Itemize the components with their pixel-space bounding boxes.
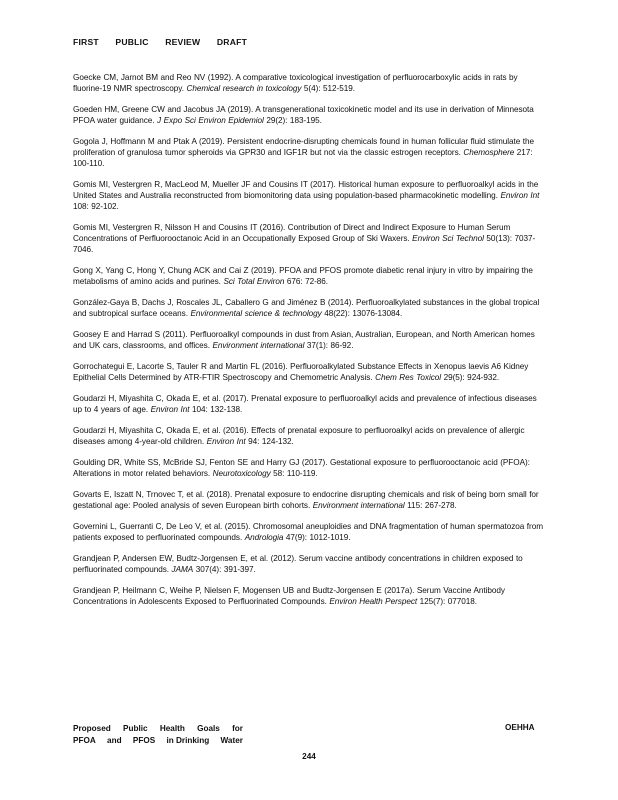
reference-entry [73,72,543,94]
journal-name: Environ Int [500,191,540,200]
footer-document-title [73,723,273,747]
journal-name: Chem Res Toxicol [375,373,442,382]
journal-name: Environment international [212,341,305,350]
citation-volume: 108: 92-102. [73,202,119,211]
journal-name: Environmental science & technology [190,309,322,318]
reference-entry [73,585,543,607]
footer-word: Proposed [73,724,111,733]
citation-volume: 676: 72-86. [284,277,329,286]
reference-text: Gomis MI, Vestergren R, Nilsson H and Cousins IT (2016). Contribution of Direct and Indirect Exposure to Human Serum Concentrations of Perfluorooctanoic Acid in an Occupationally Exposed Group of Ski Waxers. [73,223,511,243]
reference-text: Goudarzi H, Miyashita C, Okada E, et al. (2016). Effects of prenatal exposure to perfluoroalkyl acids on prevalence of allergic diseases among 4-year-old children. [73,426,525,446]
reference-entry [73,179,543,212]
journal-name: Andrologia [244,533,284,542]
reference-text: Grandjean P, Heilmann C, Weihe P, Nielsen F, Mogensen UB and Budtz-Jorgensen E (2017a). Serum Vaccine Antibody Concentrations in Adolescents Exposed to Perfluorinated Compounds. [73,586,505,606]
footer-word: Water [220,736,243,745]
reference-entry [73,553,543,575]
reference-entry [73,457,543,479]
reference-text: Gorrochategui E, Lacorte S, Tauler R and Martin FL (2016). Perfluoroalkylated Substance Effects in Xenopus laevis A6 Kidney Epithelial Cells Determined by ATR-FTIR Spectroscopy and Chemometric Analysis. [73,362,529,382]
journal-name: Sci Total Environ [223,277,285,286]
journal-name: Environment international [312,501,405,510]
footer-word: Public [123,724,148,733]
header-word: REVIEW [165,37,201,47]
footer-word: PFOS [132,736,156,745]
citation-volume: 125(7): 077018. [417,597,477,606]
citation-volume: 104: 132-138. [189,405,243,414]
journal-name: Environ Int [206,437,246,446]
footer-word: Goals [197,724,220,733]
journal-name: Environ Health Perspect [329,597,418,606]
journal-name: Neurotoxicology [212,469,271,478]
page-number: 244 [302,752,316,761]
reference-entry [73,329,543,351]
reference-text: Gomis MI, Vestergren R, MacLeod M, Mueller JF and Cousins IT (2017). Historical human exposure to perfluoroalkyl acids in the United States and Australia reconstructed from biomonitoring data using population-based pharmacokinetic modelling. [73,180,539,200]
citation-volume: 50(13): 7037-7046. [73,234,536,254]
reference-entry [73,265,543,287]
header-word: DRAFT [216,37,248,47]
footer-word: and [107,736,122,745]
reference-text: Governini L, Guerranti C, De Leo V, et al. (2015). Chromosomal aneuploidies and DNA fragmentation of human spermatozoa from patients exposed to perfluorinated compounds. [73,522,543,542]
reference-entry [73,297,543,319]
citation-volume: 48(22): 13076-13084. [321,309,403,318]
citation-volume: 217: 100-110. [73,148,533,168]
reference-list [73,72,543,617]
reference-entry [73,222,543,255]
journal-name: Chemical research in toxicology [186,84,302,93]
citation-volume: 37(1): 86-92. [304,341,354,350]
reference-text: González-Gaya B, Dachs J, Roscales JL, Caballero G and Jiménez B (2014). Perfluoroalkylated substances in the global tropical and subtropical surface oceans. [73,298,540,318]
reference-text: Goeden HM, Greene CW and Jacobus JA (2019). A transgenerational toxicokinetic model and its use in derivation of Minnesota PFOA water guidance. [73,105,534,125]
reference-text: Gong X, Yang C, Hong Y, Chung ACK and Cai Z (2019). PFOA and PFOS promote diabetic renal injury in vitro by impairing the metabolisms of amino acids and purines. [73,266,533,286]
citation-volume: 47(9): 1012-1019. [283,533,351,542]
journal-name: Environ Int [150,405,190,414]
draft-header [73,37,261,47]
footer-word: in Drinking [166,736,210,745]
header-word: FIRST [73,37,99,47]
reference-entry [73,393,543,415]
journal-name: Chemosphere [463,148,515,157]
citation-volume: 307(4): 391-397. [193,565,256,574]
citation-volume: 115: 267-278. [404,501,457,510]
journal-name: Environ Sci Technol [412,234,484,243]
footer-word: PFOA [73,736,96,745]
citation-volume: 29(2): 183-195. [263,116,322,125]
reference-entry [73,425,543,447]
journal-name: J Expo Sci Environ Epidemiol [157,116,264,125]
citation-volume: 94: 124-132. [245,437,294,446]
citation-volume: 29(5): 924-932. [441,373,500,382]
footer-word: for [232,724,243,733]
citation-volume: 5(4): 512-519. [301,84,355,93]
reference-text: Goosey E and Harrad S (2011). Perfluoroalkyl compounds in dust from Asian, Australian, European, and North American homes and UK cars, classrooms, and offices. [73,330,535,350]
reference-text: Gogola J, Hoffmann M and Ptak A (2019). Persistent endocrine-disrupting chemicals found in human follicular fluid stimulate the proliferation of granulosa tumor spheroids via GPR30 and IGF1R but not via the classic estrogen receptors. [73,137,534,157]
reference-entry [73,489,543,511]
reference-entry [73,361,543,383]
footer-word: Health [159,724,185,733]
reference-text: Goulding DR, White SS, McBride SJ, Fenton SE and Harry GJ (2017). Gestational exposure to perfluorooctanoic acid (PFOA): Alterations in motor related behaviors. [73,458,530,478]
reference-entry [73,104,543,126]
reference-entry [73,521,543,543]
footer-agency: OEHHA [505,723,535,732]
reference-text: Grandjean P, Andersen EW, Budtz-Jorgensen E, et al. (2012). Serum vaccine antibody concentrations in children exposed to perfluorinated compounds. [73,554,523,574]
citation-volume: 58: 110-119. [270,469,318,478]
reference-text: Goecke CM, Jarnot BM and Reo NV (1992). A comparative toxicological investigation of perfluorocarboxylic acids in rats by fluorine-19 NMR spectroscopy. [73,73,518,93]
reference-text: Govarts E, Iszatt N, Trnovec T, et al. (2018). Prenatal exposure to endocrine disrupting chemicals and risk of being born small for gestational age: Pooled analysis of seven European birth cohorts. [73,490,539,510]
reference-entry [73,136,543,169]
reference-text: Goudarzi H, Miyashita C, Okada E, et al. (2017). Prenatal exposure to perfluoroalkyl acids and prevalence of infectious diseases up to 4 years of age. [73,394,537,414]
header-word: PUBLIC [115,37,149,47]
journal-name: JAMA [171,565,194,574]
